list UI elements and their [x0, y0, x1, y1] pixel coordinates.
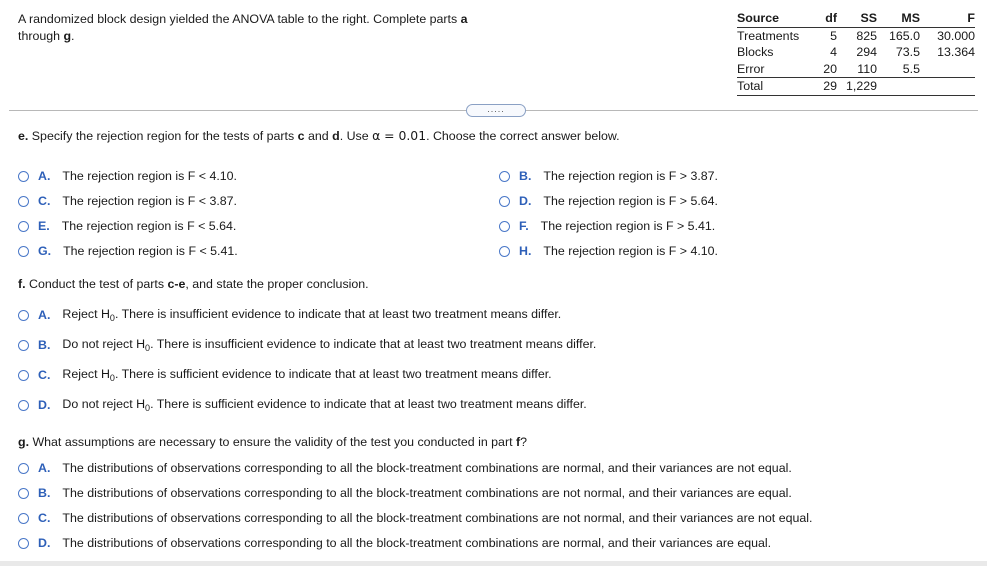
radio-button[interactable] — [499, 221, 510, 232]
part-g-option-c[interactable]: C. The distributions of observations corresponding to all the block-treatment combinations are not normal, and their variances are not equal. — [18, 511, 812, 525]
expand-button[interactable]: ..... — [466, 104, 526, 117]
part-e-option-e[interactable]: E. The rejection region is F < 5.64. — [18, 219, 236, 233]
row-df: 29 — [814, 78, 837, 96]
row-source: Error — [737, 61, 765, 76]
anova-header-row — [737, 10, 975, 27]
radio-button[interactable] — [18, 310, 29, 321]
part-e-option-a[interactable]: A. The rejection region is F < 4.10. — [18, 169, 237, 183]
table-row — [737, 61, 975, 78]
part-g-option-a[interactable]: A. The distributions of observations corresponding to all the block-treatment combinations are normal, and their variances are not equal. — [18, 461, 792, 475]
row-f — [920, 78, 975, 96]
header-ss: SS — [837, 10, 877, 27]
radio-button[interactable] — [18, 246, 29, 257]
row-f — [920, 61, 975, 78]
row-ms: 165.0 — [888, 28, 920, 43]
header-source: Source — [737, 10, 814, 27]
part-e-option-b[interactable]: B. The rejection region is F > 3.87. — [499, 169, 718, 183]
radio-button[interactable] — [18, 488, 29, 499]
radio-button[interactable] — [18, 196, 29, 207]
row-ss: 110 — [857, 61, 877, 76]
intro-text: A randomized block design yielded the ANOVA table to the right. Complete parts a through g. — [18, 12, 468, 43]
radio-button[interactable] — [18, 400, 29, 411]
table-row — [737, 44, 975, 61]
radio-button[interactable] — [499, 171, 510, 182]
row-df: 4 — [830, 45, 837, 59]
part-g-option-d[interactable]: D. The distributions of observations corresponding to all the block-treatment combinations are normal, and their variances are equal. — [18, 536, 771, 550]
row-ms: 5.5 — [902, 61, 920, 76]
row-source: Blocks — [737, 45, 774, 59]
table-row — [737, 78, 975, 96]
row-ss: 294 — [856, 45, 877, 59]
header-ms: MS — [877, 10, 920, 27]
part-e-option-f[interactable]: F. The rejection region is F > 5.41. — [499, 219, 715, 233]
part-g-option-b[interactable]: B. The distributions of observations corresponding to all the block-treatment combinations are not normal, and their variances are equal. — [18, 486, 792, 500]
row-ss: 825 — [856, 28, 877, 43]
radio-button[interactable] — [18, 221, 29, 232]
radio-button[interactable] — [18, 513, 29, 524]
row-ss: 1,229 — [837, 78, 877, 96]
radio-button[interactable] — [18, 340, 29, 351]
part-e-option-g[interactable]: G. The rejection region is F < 5.41. — [18, 244, 238, 258]
header-f: F — [920, 10, 975, 27]
table-row — [737, 27, 975, 44]
part-e-option-h[interactable]: H. The rejection region is F > 4.10. — [499, 244, 718, 258]
part-f-question: f. Conduct the test of parts c-e, and state the proper conclusion. — [18, 277, 369, 291]
row-source: Treatments — [737, 28, 800, 43]
row-ms — [877, 78, 920, 96]
row-f: 13.364 — [937, 45, 975, 59]
part-f-option-c[interactable]: C. Reject $H_0$. There is sufficient evidence to indicate that at least two treatment means differ. — [18, 367, 552, 383]
row-df: 5 — [830, 28, 837, 43]
row-f: 30.000 — [937, 28, 975, 43]
part-e-option-d[interactable]: D. The rejection region is F > 5.64. — [499, 194, 718, 208]
radio-button[interactable] — [18, 171, 29, 182]
part-e-question: e. Specify the rejection region for the tests of parts c and d. Use α = 0.01. Choose the correct answer below. — [18, 128, 620, 143]
header-df: df — [814, 10, 837, 27]
part-f-option-b[interactable]: B. Do not reject $H_0$. There is insufficient evidence to indicate that at least two treatment means differ. — [18, 337, 596, 353]
radio-button[interactable] — [18, 370, 29, 381]
part-f-option-d[interactable]: D. Do not reject $H_0$. There is sufficient evidence to indicate that at least two treatment means differ. — [18, 397, 587, 413]
radio-button[interactable] — [499, 196, 510, 207]
row-ms: 73.5 — [895, 45, 920, 59]
anova-table — [737, 10, 975, 96]
part-g-question: g. What assumptions are necessary to ensure the validity of the test you conducted in part f? — [18, 435, 528, 449]
radio-button[interactable] — [18, 463, 29, 474]
part-e-option-c[interactable]: C. The rejection region is F < 3.87. — [18, 194, 237, 208]
radio-button[interactable] — [18, 538, 29, 549]
row-df: 20 — [823, 61, 837, 76]
row-source: Total — [737, 78, 814, 96]
bottom-scroll-edge — [0, 561, 987, 566]
part-f-option-a[interactable]: A. Reject $H_0$. There is insufficient evidence to indicate that at least two treatment means differ. — [18, 307, 561, 323]
radio-button[interactable] — [499, 246, 510, 257]
